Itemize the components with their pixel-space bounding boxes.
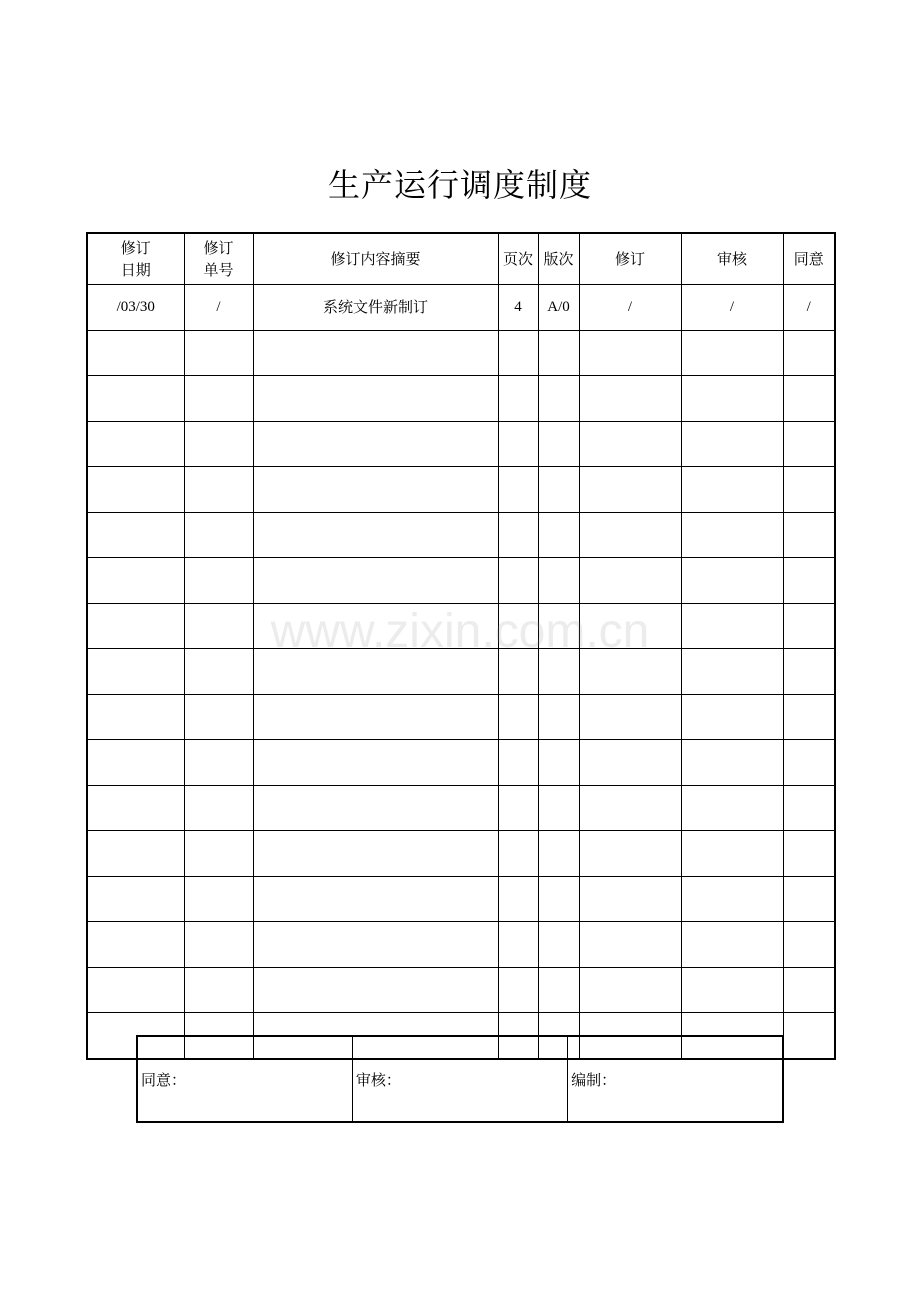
empty-cell xyxy=(681,421,783,467)
empty-cell xyxy=(498,831,538,877)
table-row xyxy=(87,831,835,877)
empty-cell xyxy=(783,330,835,376)
empty-cell xyxy=(681,785,783,831)
empty-cell xyxy=(498,694,538,740)
table-row xyxy=(87,603,835,649)
empty-cell xyxy=(184,467,253,513)
table-row xyxy=(87,649,835,695)
empty-cell xyxy=(538,922,579,968)
empty-cell xyxy=(783,785,835,831)
empty-cell xyxy=(538,512,579,558)
header-version: 版次 xyxy=(538,233,579,285)
table-row xyxy=(87,330,835,376)
empty-cell xyxy=(498,740,538,786)
table-row xyxy=(87,285,835,331)
empty-cell xyxy=(87,376,184,422)
empty-cell xyxy=(579,512,681,558)
header-revision-date: 修订 日期 xyxy=(87,233,184,285)
table-row xyxy=(87,512,835,558)
empty-cell xyxy=(184,330,253,376)
empty-cell xyxy=(538,649,579,695)
empty-cell xyxy=(783,1013,835,1059)
empty-cell xyxy=(681,649,783,695)
empty-cell xyxy=(681,558,783,604)
empty-cell xyxy=(498,649,538,695)
cell-summary: 系统文件新制订 xyxy=(253,285,498,331)
signoff-table xyxy=(136,1035,784,1123)
empty-cell xyxy=(579,740,681,786)
empty-cell xyxy=(253,649,498,695)
empty-cell xyxy=(579,649,681,695)
cell-version: A/0 xyxy=(538,285,579,331)
empty-cell xyxy=(184,831,253,877)
table-row xyxy=(87,467,835,513)
table-row xyxy=(87,785,835,831)
table-row xyxy=(87,876,835,922)
empty-cell xyxy=(538,694,579,740)
empty-cell xyxy=(253,831,498,877)
empty-cell xyxy=(681,922,783,968)
empty-cell xyxy=(253,694,498,740)
empty-cell xyxy=(87,876,184,922)
empty-cell xyxy=(253,558,498,604)
signoff-approve: 同意： xyxy=(137,1036,352,1122)
empty-cell xyxy=(538,740,579,786)
empty-cell xyxy=(87,967,184,1013)
signoff-row xyxy=(137,1036,783,1122)
empty-cell xyxy=(253,740,498,786)
empty-cell xyxy=(681,831,783,877)
empty-cell xyxy=(681,603,783,649)
empty-cell xyxy=(498,876,538,922)
header-summary: 修订内容摘要 xyxy=(253,233,498,285)
empty-cell xyxy=(184,967,253,1013)
empty-cell xyxy=(498,558,538,604)
empty-cell xyxy=(681,876,783,922)
empty-cell xyxy=(579,967,681,1013)
empty-cell xyxy=(87,649,184,695)
empty-cell xyxy=(579,376,681,422)
table-row xyxy=(87,967,835,1013)
empty-cell xyxy=(783,421,835,467)
empty-cell xyxy=(87,694,184,740)
table-row xyxy=(87,922,835,968)
empty-cell xyxy=(498,785,538,831)
empty-cell xyxy=(538,967,579,1013)
cell-revise: / xyxy=(579,285,681,331)
empty-cell xyxy=(538,876,579,922)
cell-page: 4 xyxy=(498,285,538,331)
empty-cell xyxy=(498,330,538,376)
empty-cell xyxy=(87,922,184,968)
empty-cell xyxy=(538,421,579,467)
empty-cell xyxy=(681,740,783,786)
empty-cell xyxy=(538,558,579,604)
signoff-review: 审核： xyxy=(352,1036,567,1122)
empty-cell xyxy=(87,330,184,376)
cell-number: / xyxy=(184,285,253,331)
empty-cell xyxy=(184,376,253,422)
empty-cell xyxy=(579,558,681,604)
empty-cell xyxy=(253,467,498,513)
empty-cell xyxy=(783,467,835,513)
table-row xyxy=(87,421,835,467)
table-row xyxy=(87,740,835,786)
empty-cell xyxy=(87,603,184,649)
empty-cell xyxy=(681,376,783,422)
revision-table xyxy=(86,232,836,1060)
empty-cell xyxy=(87,831,184,877)
empty-cell xyxy=(87,512,184,558)
empty-cell xyxy=(783,876,835,922)
empty-cell xyxy=(253,421,498,467)
empty-cell xyxy=(579,831,681,877)
empty-cell xyxy=(579,421,681,467)
empty-cell xyxy=(498,922,538,968)
empty-cell xyxy=(498,467,538,513)
empty-cell xyxy=(783,831,835,877)
empty-cell xyxy=(184,558,253,604)
empty-cell xyxy=(538,831,579,877)
empty-cell xyxy=(498,603,538,649)
empty-cell xyxy=(538,603,579,649)
empty-cell xyxy=(681,330,783,376)
header-revise: 修订 xyxy=(579,233,681,285)
empty-cell xyxy=(783,922,835,968)
empty-cell xyxy=(87,785,184,831)
signoff-compile: 编制： xyxy=(568,1036,783,1122)
header-page: 页次 xyxy=(498,233,538,285)
empty-cell xyxy=(253,785,498,831)
empty-cell xyxy=(87,467,184,513)
empty-cell xyxy=(87,740,184,786)
header-revision-number: 修订 单号 xyxy=(184,233,253,285)
empty-cell xyxy=(184,512,253,558)
empty-cell xyxy=(498,512,538,558)
empty-cell xyxy=(538,785,579,831)
empty-cell xyxy=(783,967,835,1013)
empty-cell xyxy=(498,421,538,467)
empty-cell xyxy=(253,603,498,649)
empty-cell xyxy=(783,740,835,786)
empty-cell xyxy=(783,603,835,649)
empty-cell xyxy=(184,922,253,968)
empty-cell xyxy=(184,421,253,467)
empty-cell xyxy=(253,376,498,422)
empty-cell xyxy=(184,785,253,831)
empty-cell xyxy=(253,922,498,968)
empty-cell xyxy=(498,967,538,1013)
empty-cell xyxy=(253,330,498,376)
empty-cell xyxy=(87,558,184,604)
empty-cell xyxy=(184,876,253,922)
empty-cell xyxy=(681,694,783,740)
empty-cell xyxy=(538,376,579,422)
empty-cell xyxy=(579,467,681,513)
empty-cell xyxy=(783,376,835,422)
empty-cell xyxy=(538,467,579,513)
empty-cell xyxy=(253,876,498,922)
empty-cell xyxy=(681,512,783,558)
empty-cell xyxy=(253,967,498,1013)
document-title: 生产运行调度制度 xyxy=(327,166,592,204)
cell-review: / xyxy=(681,285,783,331)
empty-cell xyxy=(783,512,835,558)
empty-cell xyxy=(579,785,681,831)
empty-cell xyxy=(681,967,783,1013)
empty-cell xyxy=(184,649,253,695)
empty-cell xyxy=(579,603,681,649)
watermark: www.zixin.com.cn xyxy=(270,605,650,658)
empty-cell xyxy=(579,330,681,376)
table-row xyxy=(87,694,835,740)
empty-cell xyxy=(538,330,579,376)
empty-cell xyxy=(783,558,835,604)
empty-cell xyxy=(681,467,783,513)
empty-cell xyxy=(184,603,253,649)
empty-cell xyxy=(579,922,681,968)
empty-cell xyxy=(253,512,498,558)
cell-date: /03/30 xyxy=(87,285,184,331)
header-review: 审核 xyxy=(681,233,783,285)
empty-cell xyxy=(579,694,681,740)
header-approve: 同意 xyxy=(783,233,835,285)
empty-cell xyxy=(184,694,253,740)
empty-cell xyxy=(783,649,835,695)
table-row xyxy=(87,558,835,604)
empty-cell xyxy=(87,421,184,467)
table-row xyxy=(87,376,835,422)
empty-cell xyxy=(184,740,253,786)
table-header-row xyxy=(87,233,835,285)
cell-approve: / xyxy=(783,285,835,331)
empty-cell xyxy=(783,694,835,740)
empty-cell xyxy=(498,376,538,422)
empty-cell xyxy=(579,876,681,922)
